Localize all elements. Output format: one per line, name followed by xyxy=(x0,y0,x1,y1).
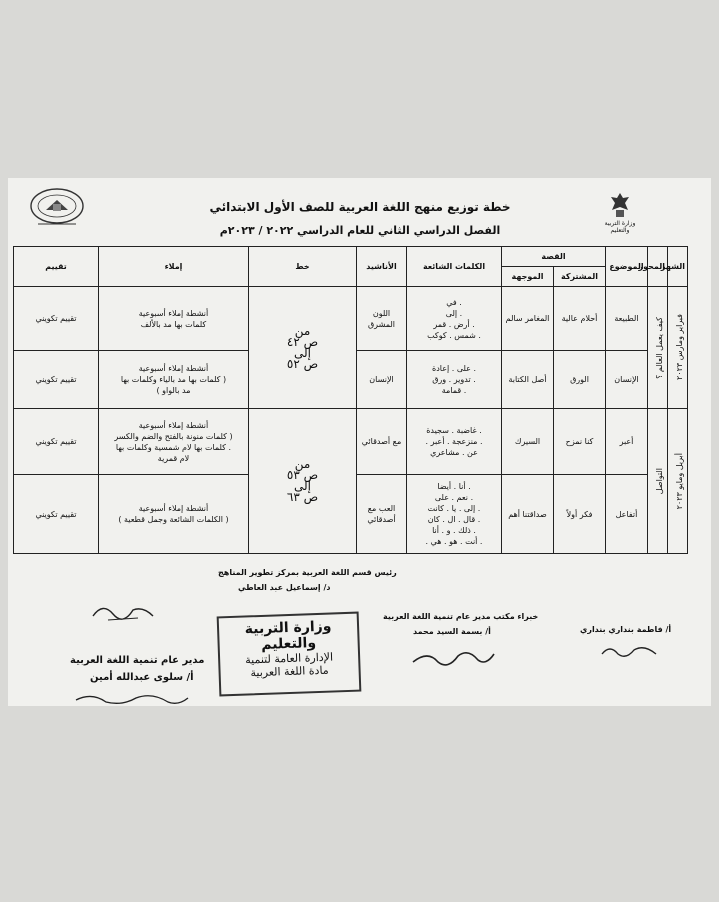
header-month: الشهر xyxy=(668,247,688,287)
word-line: . إلى xyxy=(445,308,463,318)
stamp-line: مادة اللغة العربية xyxy=(250,663,329,680)
assessment-cell: تقييم تكويني xyxy=(14,409,99,475)
header-shared: المشتركة xyxy=(554,267,606,287)
dictation-cell xyxy=(99,409,249,475)
guided-story-cell: السيرك xyxy=(502,409,554,475)
handwriting-to: إلى xyxy=(294,479,311,493)
word-line: . أنت . هو . هي . xyxy=(425,537,483,546)
axis-label: التواصل xyxy=(655,467,664,495)
dictation-line: أنشطة إملاء أسبوعية xyxy=(138,504,209,513)
header-axis: المحور xyxy=(648,247,668,287)
header-assessment: تقييم xyxy=(14,247,99,287)
dictation-line: أنشطة إملاء أسبوعية xyxy=(138,420,209,430)
dictation-line: مد بالواو ) xyxy=(156,386,191,395)
axis-cell xyxy=(648,287,668,409)
word-line: . شمس . كوكب xyxy=(427,330,481,340)
dictation-line: لام قمرية xyxy=(157,453,190,463)
topic-cell: الإنسان xyxy=(606,351,648,409)
word-line: . نعم . على xyxy=(434,493,474,502)
song-cell: العب مع أصدقائي xyxy=(357,475,407,554)
common-words-cell xyxy=(407,351,502,409)
dictation-line: كلمات بها مد بالألف xyxy=(140,319,207,329)
word-line: عن . مشاعري xyxy=(430,448,478,457)
table-row xyxy=(14,409,688,475)
word-line: . أنا . أيضا xyxy=(437,482,471,491)
curriculum-table xyxy=(13,246,688,554)
signature-scribble-icon xyxy=(598,640,660,662)
common-words-cell xyxy=(407,475,502,554)
axis-label: كيف يعمل العالم ؟ xyxy=(655,316,664,379)
word-line: . منزعجة . أعبر . xyxy=(425,437,483,446)
word-line: . في xyxy=(446,297,462,307)
topic-cell: الطبيعة xyxy=(606,287,648,351)
handwriting-page-end: ص ٥٢ xyxy=(286,356,319,371)
month-label: أبريل ومايو ٢٠٢٣ xyxy=(675,452,684,510)
shared-story-cell: الورق xyxy=(554,351,606,409)
dictation-line: ( الكلمات الشائعة وجمل قطعية ) xyxy=(118,515,229,524)
ministry-logo-text: وزارة التربية والتعليم xyxy=(604,220,636,234)
word-line: . ذلك . و . أنا xyxy=(432,526,476,535)
song-cell: اللون المشرق xyxy=(357,287,407,351)
handwriting-cell xyxy=(249,409,357,554)
stamp-line: الإدارة العامة لتنمية xyxy=(245,650,334,667)
stamp-line: وزارة التربية والتعليم xyxy=(244,618,332,653)
month-cell xyxy=(668,287,688,409)
axis-cell xyxy=(648,409,668,554)
curriculum-center-logo-icon xyxy=(28,186,86,228)
header-handwriting: خط xyxy=(249,247,357,287)
signature-scribble-icon xyxy=(72,690,192,708)
header-dictation: إملاء xyxy=(99,247,249,287)
head-of-department-title: رئيس قسم اللغة العربية بمركز تطوير المناهج xyxy=(218,568,397,577)
dictation-line: أنشطة إملاء أسبوعية xyxy=(138,364,209,373)
head-of-department-name: د/ إسماعيل عبد العاطي xyxy=(238,583,331,592)
word-line: . قمامة xyxy=(441,386,467,395)
common-words-cell xyxy=(407,287,502,351)
word-line: . أرض . قمر xyxy=(433,319,475,329)
word-line: . على . إعادة xyxy=(432,364,476,373)
shared-story-cell: أحلام عالية xyxy=(554,287,606,351)
header-words: الكلمات الشائعة xyxy=(407,247,502,287)
assessment-cell: تقييم تكويني xyxy=(14,475,99,554)
dictation-line: أنشطة إملاء أسبوعية xyxy=(138,308,209,318)
topic-cell: أتفاعل xyxy=(606,475,648,554)
common-words-cell xyxy=(407,409,502,475)
word-line: . قال . ال . كان xyxy=(427,515,481,524)
handwriting-from: من xyxy=(294,323,311,338)
general-director-name: أ/ سلوى عبدالله أمين xyxy=(90,672,194,683)
ministry-logo xyxy=(595,192,645,238)
handwriting-cell xyxy=(249,287,357,409)
dictation-cell xyxy=(99,287,249,351)
eagle-emblem-icon xyxy=(609,192,631,218)
word-line: . تدوير . ورق xyxy=(432,375,476,384)
assessment-cell: تقييم تكويني xyxy=(14,351,99,409)
expert-name-1: أ/ بسمة السيد محمد xyxy=(413,627,491,636)
dictation-line: ( كلمات بها مد بالياء وكلمات بها xyxy=(120,375,227,384)
header-topic: الموضوع xyxy=(606,247,648,287)
dictation-cell xyxy=(99,475,249,554)
document-title: خطة توزيع منهج اللغة العربية للصف الأول الابتدائي xyxy=(209,200,511,214)
header-guided: الموجهة xyxy=(502,267,554,287)
header-story: القصة xyxy=(502,247,606,267)
dictation-line: ( كلمات منونة بالفتح والضم والكسر xyxy=(114,431,233,441)
handwriting-page-end: ص ٦٣ xyxy=(286,490,319,504)
signature-scribble-icon xyxy=(88,598,158,624)
shared-story-cell: كنا نمزح xyxy=(554,409,606,475)
table-row xyxy=(14,287,688,351)
month-cell xyxy=(668,409,688,554)
dictation-line: . كلمات بها لام شمسية وكلمات بها xyxy=(115,442,232,452)
handwriting-page-start: ص ٥٣ xyxy=(286,468,319,482)
song-cell: الإنسان xyxy=(357,351,407,409)
month-label: فبراير ومارس ٢٠٢٣ xyxy=(675,314,684,381)
general-director-title: مدير عام تنمية اللغة العربية xyxy=(70,655,205,666)
assessment-cell: تقييم تكويني xyxy=(14,287,99,351)
handwriting-from: من xyxy=(294,457,311,471)
word-line: . إلى . يا . كانت xyxy=(427,504,481,513)
handwriting-page-start: ص ٤٢ xyxy=(286,334,319,349)
song-cell: مع أصدقائي xyxy=(357,409,407,475)
guided-story-cell: المغامر سالم xyxy=(502,287,554,351)
topic-cell: أعبر xyxy=(606,409,648,475)
expert-name-2: أ/ فاطمة بنداري بنداري xyxy=(580,625,672,634)
table-header-row xyxy=(14,247,688,267)
word-line: . غاضبة . سجيدة xyxy=(426,426,482,435)
official-stamp xyxy=(217,612,362,697)
experts-office-title: خبراء مكتب مدير عام تنمية اللغة العربية xyxy=(383,612,539,621)
dictation-cell xyxy=(99,351,249,409)
signature-scribble-icon xyxy=(408,642,498,672)
shared-story-cell: فكر أولاً xyxy=(554,475,606,554)
guided-story-cell: أصل الكتابة xyxy=(502,351,554,409)
handwriting-to: إلى xyxy=(294,345,311,360)
header-songs: الأناشيد xyxy=(357,247,407,287)
guided-story-cell: صداقتنا أهم xyxy=(502,475,554,554)
document-subtitle: الفصل الدراسي الثاني للعام الدراسي ٢٠٢٢ / ٢٠٢٣م xyxy=(219,224,501,237)
